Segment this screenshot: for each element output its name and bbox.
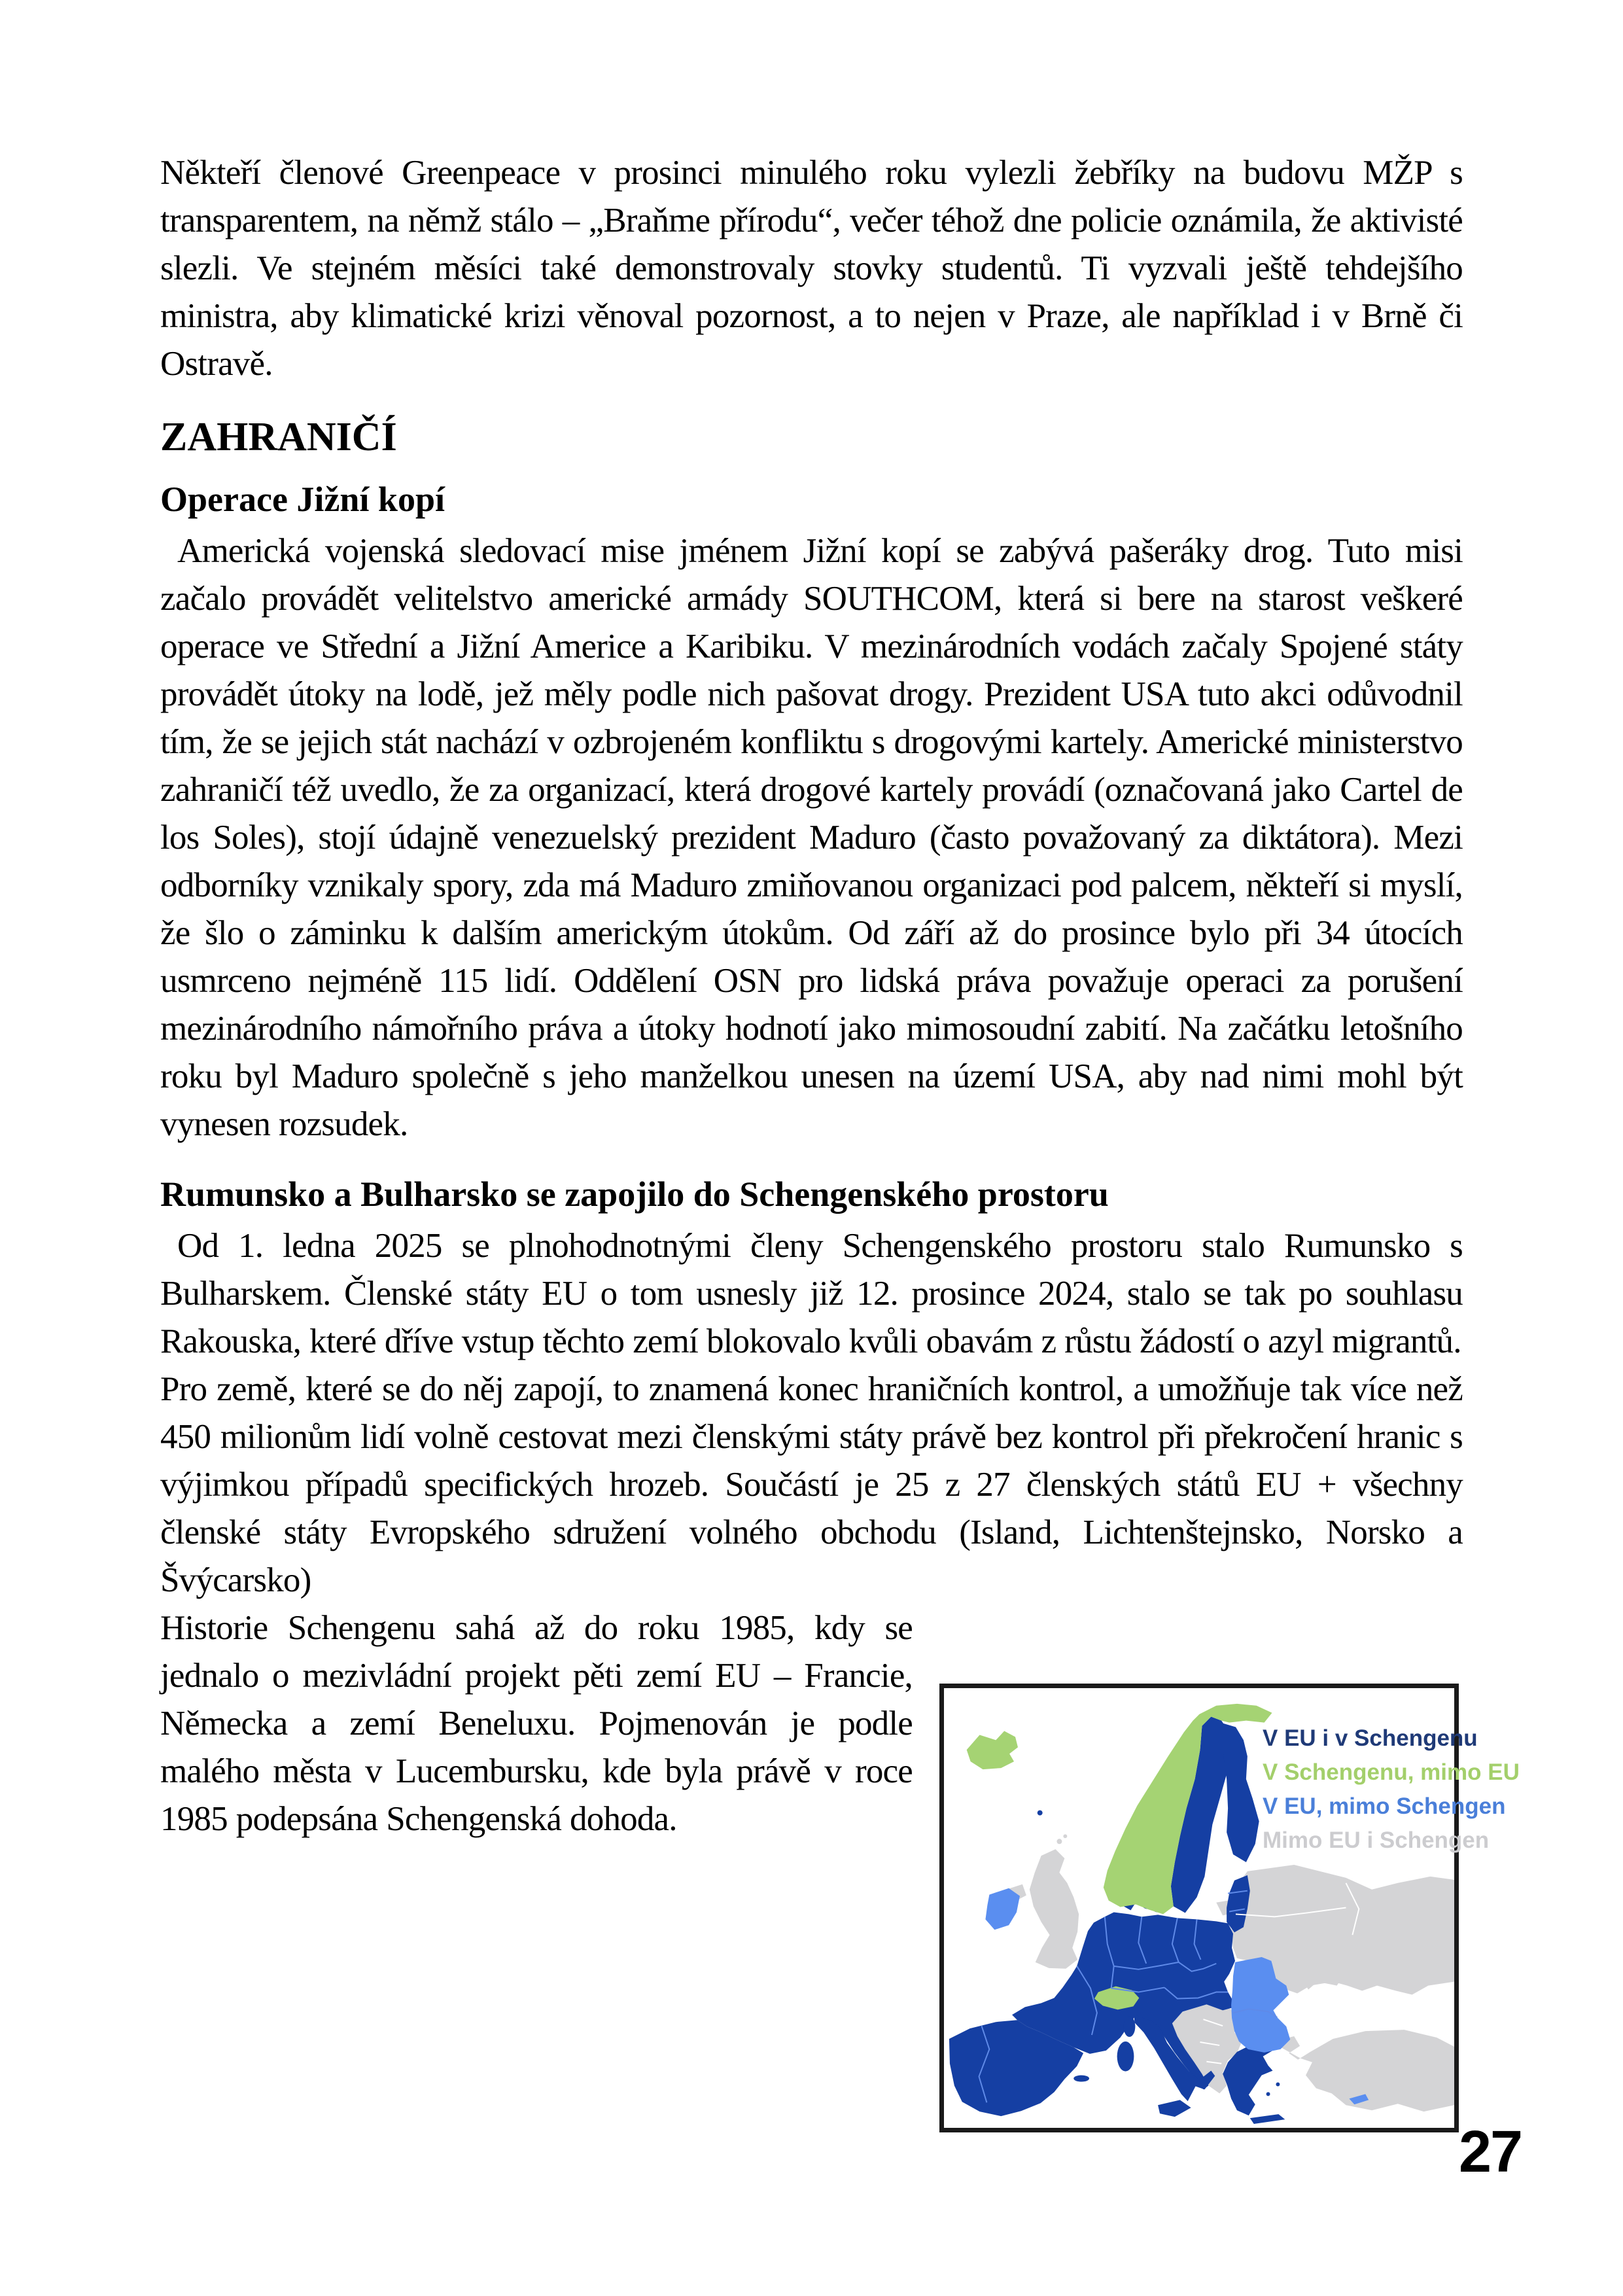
story-heading-rumunsko-bulharsko: Rumunsko a Bulharsko se zapojilo do Schengenského prostoru: [160, 1174, 1109, 1214]
map-country-ireland: [985, 1888, 1020, 1930]
map-sardinia: [1117, 2041, 1134, 2072]
map-shetland: [1056, 1839, 1062, 1844]
map-country-finland: [1223, 1723, 1259, 1862]
map-country-iceland: [967, 1731, 1018, 1770]
map-corsica: [1124, 2016, 1136, 2037]
map-aegean-isle: [1266, 2092, 1270, 2096]
map-sicily: [1158, 2100, 1191, 2117]
legend-item-eu-schengen: V EU i v Schengenu: [1263, 1725, 1478, 1751]
map-shetland2: [1063, 1834, 1067, 1838]
map-faroe: [1038, 1810, 1043, 1816]
paragraph-greenpeace: Někteří členové Greenpeace v prosinci minulého roku vylezli žebříky na budovu MŽP s transparentem, na němž stálo – „Braňme přírodu“, večer téhož dne policie oznámila, že aktivisté slezli. Ve stejném měsíci také demonstrovaly stovky studentů. Ti vyzvali ještě tehdejšího ministra, aby klimatické krizi věnoval pozornost, a to nejen v Praze, ale například i v Brně či Ostravě.: [160, 154, 1463, 383]
map-country-uk: [1030, 1849, 1079, 1969]
map-legend: [1263, 1726, 1520, 1862]
legend-item-schengen-only: V Schengenu, mimo EU: [1263, 1759, 1520, 1785]
page-content: [160, 149, 1463, 1843]
paragraph-schengen-history: Historie Schengenu sahá až do roku 1985, kdy se jednalo o mezivládní projekt pěti zemí EU – Francie, Německa a zemí Beneluxu. Pojmenován je podle malého města v Lucembursku, kde byla právě v roce 1985 podepsána Schengenská dohoda.: [160, 1609, 913, 1838]
paragraph-schengen-benefits: Pro země, které se do něj zapojí, to znamená konec hraničních kontrol, a umožňuje tak více než 450 milionům lidí volně cestovat mezi členskými státy právě bez kontrol při překročení hranic s výjimkou případů specifických hrozeb. Součástí je 25 z 27 členských států EU + všechny členské státy Evropského sdružení volného obchodu (Island, Lichtenštejnsko, Norsko a Švýcarsko): [160, 1370, 1463, 1599]
legend-item-eu-only: V EU, mimo Schengen: [1263, 1793, 1506, 1819]
paragraph-operace-jizni-kopi: Americká vojenská sledovací mise jménem Jižní kopí se zabývá pašeráky drog. Tuto misi začalo provádět velitelstvo americké armády SOUTHCOM, která si bere na starost veškeré operace ve Střední a Jižní Americe a Karibiku. V mezinárodních vodách začaly Spojené státy provádět útoky na lodě, jež měly podle nich pašovat drogy. Prezident USA tuto akci odůvodnil tím, že se jejich stát nachází v ozbrojeném konfliktu s drogovými kartely. Americké ministerstvo zahraničí též uvedlo, že za organizací, která drogové kartely provádí (označovaná jako Cartel de los Soles), stojí údajně venezuelský prezident Maduro (často považovaný za diktátora). Mezi odborníky vznikaly spory, zda má Maduro zmiňovanou organizaci pod palcem, někteří si myslí, že šlo o záminku k dalším americkým útokům. Od září až do prosince bylo při 34 útocích usmrceno nejméně 115 lidí. Oddělení OSN pro lidská práva považuje operaci za porušení mezinárodního námořního práva a útoky hodnotí jako mimosoudní zabití. Na začátku letošního roku byl Maduro společně s jeho manželkou unesen na území USA, aby nad nimi mohl být vynesen rozsudek.: [160, 532, 1463, 1143]
paragraph-schengen-accession: Od 1. ledna 2025 se plnohodnotnými členy Schengenského prostoru stalo Rumunsko s Bulharskem. Členské státy EU o tom usnesly již 12. prosince 2024, stalo se tak po souhlasu Rakouska, které dříve vstup těchto zemí blokovalo kvůli obavám z růstu žádostí o azyl migrantů.: [160, 1227, 1463, 1360]
legend-item-outside-both: Mimo EU i Schengen: [1263, 1828, 1490, 1853]
map-aegean-isle2: [1276, 2083, 1280, 2087]
map-crete: [1250, 2114, 1285, 2124]
page-number: 27: [1459, 2119, 1522, 2185]
map-balearics: [1073, 2075, 1089, 2082]
section-heading-zahranici: ZAHRANIČÍ: [160, 415, 397, 459]
schengen-europe-map: [939, 1684, 1520, 2132]
story-heading-operace-jizni-kopi: Operace Jižní kopí: [160, 480, 445, 519]
